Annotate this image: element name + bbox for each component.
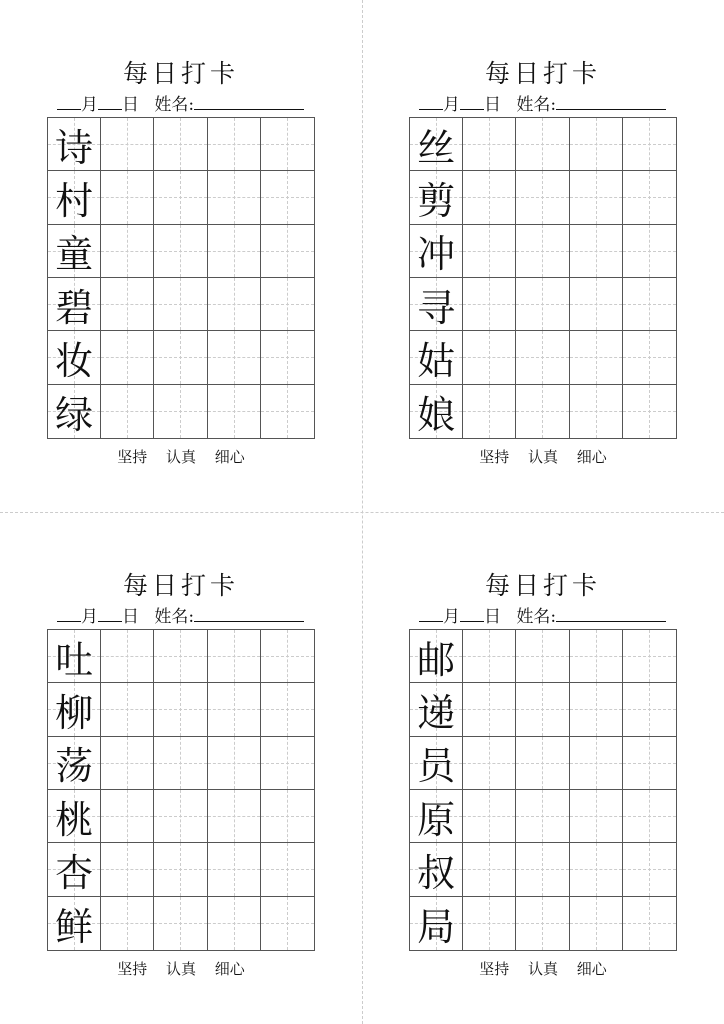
grid-cell-practice[interactable] [101, 118, 154, 171]
grid-cell-practice[interactable] [208, 683, 261, 736]
grid-cell-practice[interactable] [570, 843, 623, 896]
grid-cell-practice[interactable] [463, 118, 516, 171]
grid-cell-practice[interactable] [623, 683, 676, 736]
month-blank[interactable] [419, 605, 443, 622]
grid-cell-practice[interactable] [570, 385, 623, 438]
grid-cell-model [410, 737, 463, 790]
grid-cell-practice[interactable] [261, 843, 314, 896]
grid-cell-practice[interactable] [623, 630, 676, 683]
grid-cell-practice[interactable] [154, 278, 207, 331]
model-character: 柳 [55, 691, 94, 735]
grid-cell-practice[interactable] [208, 225, 261, 278]
grid-cell-practice[interactable] [623, 385, 676, 438]
grid-cell-model [48, 630, 101, 683]
grid-cell-model [410, 278, 463, 331]
grid-cell-practice[interactable] [154, 843, 207, 896]
grid-cell-practice[interactable] [261, 385, 314, 438]
model-character: 局 [417, 904, 456, 949]
name-label: 姓名: [154, 95, 195, 115]
grid-cell-model [48, 225, 101, 278]
grid-cell-practice[interactable] [154, 225, 207, 278]
day-blank[interactable] [98, 93, 122, 110]
name-blank[interactable] [194, 93, 304, 110]
month-label: 月 [81, 607, 98, 627]
grid-cell-model [48, 683, 101, 736]
grid-cell-model [48, 790, 101, 843]
grid-cell-practice[interactable] [570, 171, 623, 224]
grid-cell-practice[interactable] [208, 118, 261, 171]
grid-cell-practice[interactable] [101, 278, 154, 331]
writing-grid [409, 117, 677, 439]
grid-cell-practice[interactable] [623, 278, 676, 331]
model-character: 绿 [55, 392, 94, 437]
grid-cell-model [48, 737, 101, 790]
grid-cell-practice[interactable] [463, 278, 516, 331]
grid-cell-practice[interactable] [463, 225, 516, 278]
grid-cell-practice[interactable] [101, 171, 154, 224]
grid-cell-model [48, 118, 101, 171]
grid-cell-model [410, 118, 463, 171]
grid-cell-model [48, 843, 101, 896]
grid-cell-practice[interactable] [570, 897, 623, 950]
grid-cell-practice[interactable] [570, 278, 623, 331]
grid-cell-model [48, 897, 101, 950]
grid-cell-model [410, 385, 463, 438]
grid-cell-practice[interactable] [463, 790, 516, 843]
grid-cell-practice[interactable] [463, 683, 516, 736]
grid-cell-model [48, 331, 101, 384]
model-character: 桃 [55, 797, 94, 842]
grid-cell-practice[interactable] [261, 331, 314, 384]
grid-cell-practice[interactable] [101, 737, 154, 790]
date-name-line [419, 602, 666, 627]
grid-cell-practice[interactable] [154, 897, 207, 950]
grid-cell-practice[interactable] [261, 683, 314, 736]
model-character: 童 [55, 232, 94, 277]
writing-grid [47, 629, 315, 951]
model-character: 邮 [417, 637, 456, 682]
month-label: 月 [443, 95, 460, 115]
name-blank[interactable] [556, 93, 666, 110]
grid-cell-practice[interactable] [208, 171, 261, 224]
name-label: 姓名: [516, 607, 557, 627]
card-title: 每日打卡 [484, 59, 601, 88]
model-character: 妆 [55, 339, 94, 383]
grid-cell-practice[interactable] [101, 897, 154, 950]
writing-grid [409, 629, 677, 951]
grid-cell-practice[interactable] [208, 630, 261, 683]
day-blank[interactable] [98, 605, 122, 622]
grid-cell-practice[interactable] [463, 385, 516, 438]
card-footer: 坚持 认真 细心 [479, 960, 607, 978]
grid-cell-practice[interactable] [516, 278, 569, 331]
grid-cell-practice[interactable] [623, 897, 676, 950]
grid-cell-practice[interactable] [101, 225, 154, 278]
grid-cell-practice[interactable] [463, 331, 516, 384]
grid-cell-practice[interactable] [101, 790, 154, 843]
model-character: 寻 [417, 285, 456, 330]
grid-cell-practice[interactable] [463, 171, 516, 224]
grid-cell-practice[interactable] [208, 897, 261, 950]
date-name-line [57, 602, 304, 627]
grid-cell-practice[interactable] [570, 737, 623, 790]
grid-cell-practice[interactable] [623, 843, 676, 896]
card-footer: 坚持 认真 细心 [117, 960, 245, 978]
card-title: 每日打卡 [122, 571, 239, 600]
grid-cell-practice[interactable] [154, 737, 207, 790]
grid-cell-practice[interactable] [623, 171, 676, 224]
grid-cell-practice[interactable] [208, 385, 261, 438]
grid-cell-practice[interactable] [516, 225, 569, 278]
name-blank[interactable] [194, 605, 304, 622]
card-title: 每日打卡 [484, 571, 601, 600]
grid-cell-model [410, 790, 463, 843]
grid-cell-practice[interactable] [101, 630, 154, 683]
model-character: 杏 [55, 851, 94, 895]
model-character: 姑 [417, 339, 456, 383]
grid-cell-practice[interactable] [516, 897, 569, 950]
grid-cell-model [410, 897, 463, 950]
grid-cell-practice[interactable] [154, 331, 207, 384]
grid-cell-model [410, 843, 463, 896]
day-blank[interactable] [460, 605, 484, 622]
model-character: 叔 [417, 851, 456, 895]
date-name-line [419, 90, 666, 115]
grid-cell-practice[interactable] [101, 331, 154, 384]
grid-cell-practice[interactable] [570, 790, 623, 843]
horizontal-cut-line [0, 512, 724, 513]
grid-cell-model [410, 225, 463, 278]
grid-cell-practice[interactable] [516, 331, 569, 384]
grid-cell-practice[interactable] [516, 118, 569, 171]
grid-cell-practice[interactable] [570, 225, 623, 278]
model-character: 娘 [417, 392, 456, 437]
model-character: 村 [55, 179, 94, 223]
grid-cell-practice[interactable] [570, 683, 623, 736]
grid-cell-practice[interactable] [261, 737, 314, 790]
month-label: 月 [81, 95, 98, 115]
month-blank[interactable] [57, 605, 81, 622]
grid-cell-practice[interactable] [261, 171, 314, 224]
grid-cell-practice[interactable] [516, 737, 569, 790]
grid-cell-practice[interactable] [570, 331, 623, 384]
model-character: 递 [417, 691, 456, 735]
day-blank[interactable] [460, 93, 484, 110]
grid-cell-practice[interactable] [154, 118, 207, 171]
name-label: 姓名: [154, 607, 195, 627]
grid-cell-practice[interactable] [623, 118, 676, 171]
grid-cell-practice[interactable] [208, 278, 261, 331]
grid-cell-model [410, 683, 463, 736]
date-name-line [57, 90, 304, 115]
grid-cell-model [48, 385, 101, 438]
grid-cell-model [48, 171, 101, 224]
grid-cell-practice[interactable] [463, 630, 516, 683]
grid-cell-practice[interactable] [261, 630, 314, 683]
model-character: 丝 [417, 125, 456, 170]
grid-cell-practice[interactable] [516, 385, 569, 438]
grid-cell-practice[interactable] [623, 790, 676, 843]
grid-cell-practice[interactable] [463, 843, 516, 896]
model-character: 吐 [55, 637, 94, 682]
model-character: 碧 [55, 285, 94, 330]
grid-cell-practice[interactable] [623, 331, 676, 384]
grid-cell-practice[interactable] [101, 843, 154, 896]
model-character: 诗 [55, 125, 94, 170]
month-blank[interactable] [57, 93, 81, 110]
grid-cell-practice[interactable] [208, 331, 261, 384]
grid-cell-practice[interactable] [208, 737, 261, 790]
day-label: 日 [122, 607, 139, 627]
name-blank[interactable] [556, 605, 666, 622]
day-label: 日 [122, 95, 139, 115]
grid-cell-practice[interactable] [570, 630, 623, 683]
grid-cell-practice[interactable] [261, 897, 314, 950]
grid-cell-practice[interactable] [463, 737, 516, 790]
grid-cell-practice[interactable] [101, 683, 154, 736]
grid-cell-practice[interactable] [623, 737, 676, 790]
grid-cell-practice[interactable] [463, 897, 516, 950]
grid-cell-practice[interactable] [154, 171, 207, 224]
model-character: 员 [417, 744, 456, 789]
grid-cell-practice[interactable] [208, 790, 261, 843]
card-footer: 坚持 认真 细心 [117, 448, 245, 466]
grid-cell-practice[interactable] [154, 683, 207, 736]
grid-cell-practice[interactable] [516, 683, 569, 736]
month-blank[interactable] [419, 93, 443, 110]
grid-cell-practice[interactable] [570, 118, 623, 171]
card-footer: 坚持 认真 细心 [479, 448, 607, 466]
name-label: 姓名: [516, 95, 557, 115]
grid-cell-practice[interactable] [154, 630, 207, 683]
day-label: 日 [484, 95, 501, 115]
grid-cell-model [48, 278, 101, 331]
model-character: 鲜 [55, 904, 94, 949]
card-title: 每日打卡 [122, 59, 239, 88]
model-character: 剪 [417, 179, 456, 223]
grid-cell-practice[interactable] [154, 385, 207, 438]
grid-cell-model [410, 171, 463, 224]
grid-cell-practice[interactable] [623, 225, 676, 278]
day-label: 日 [484, 607, 501, 627]
grid-cell-practice[interactable] [516, 790, 569, 843]
grid-cell-model [410, 331, 463, 384]
model-character: 荡 [55, 744, 94, 789]
grid-cell-practice[interactable] [516, 630, 569, 683]
month-label: 月 [443, 607, 460, 627]
grid-cell-practice[interactable] [208, 843, 261, 896]
writing-grid [47, 117, 315, 439]
grid-cell-practice[interactable] [516, 171, 569, 224]
grid-cell-practice[interactable] [261, 118, 314, 171]
grid-cell-practice[interactable] [261, 790, 314, 843]
grid-cell-model [410, 630, 463, 683]
grid-cell-practice[interactable] [101, 385, 154, 438]
grid-cell-practice[interactable] [261, 225, 314, 278]
model-character: 冲 [417, 232, 456, 277]
model-character: 原 [417, 797, 456, 842]
grid-cell-practice[interactable] [154, 790, 207, 843]
grid-cell-practice[interactable] [261, 278, 314, 331]
grid-cell-practice[interactable] [516, 843, 569, 896]
